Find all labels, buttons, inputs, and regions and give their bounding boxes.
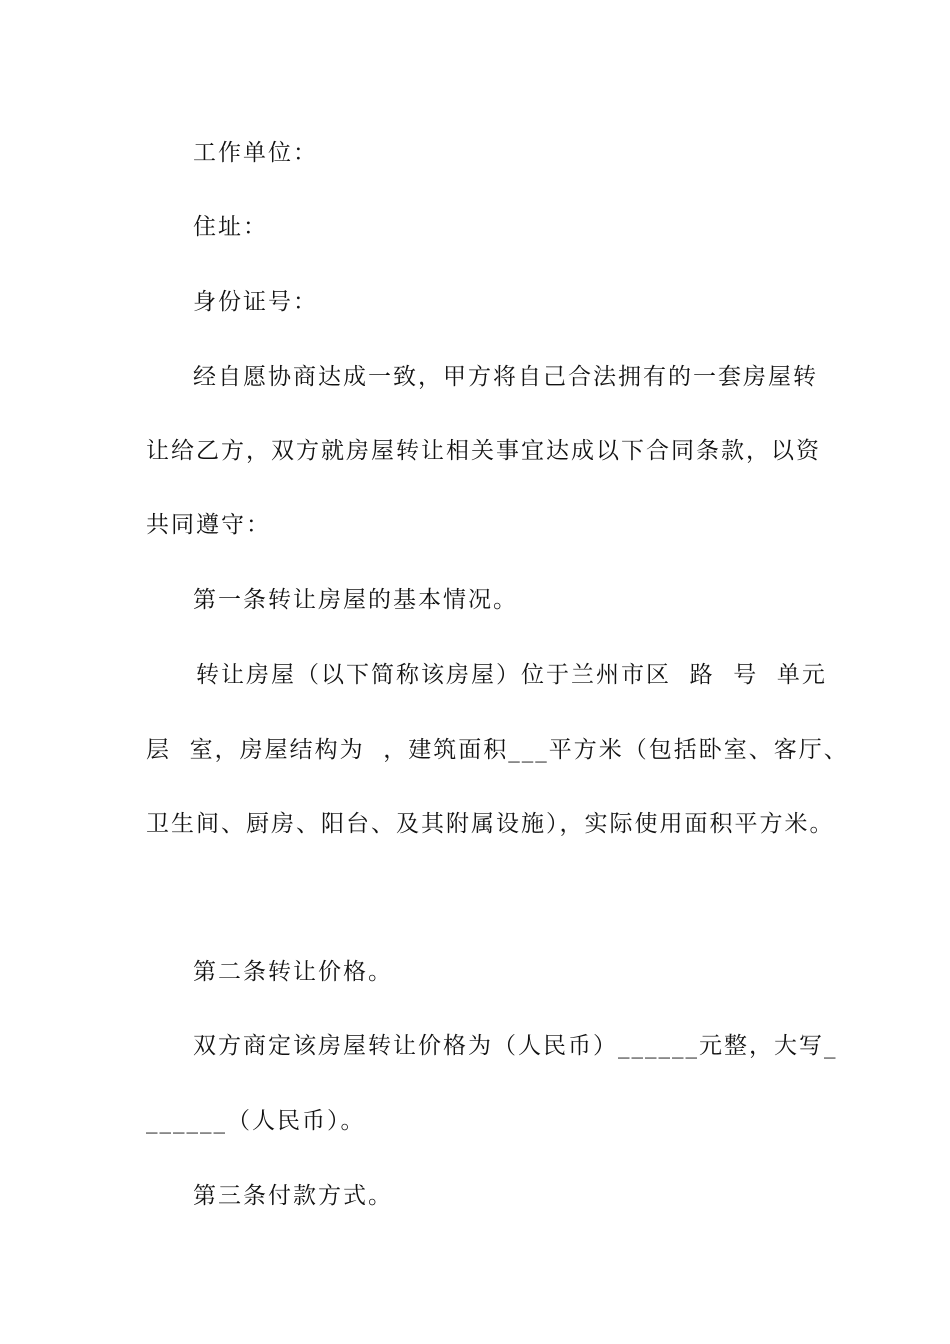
- article-1-heading: 第一条转让房屋的基本情况。: [193, 587, 518, 613]
- agreement-paragraph-line-1: 经自愿协商达成一致，甲方将自己合法拥有的一套房屋转: [193, 364, 818, 390]
- agreement-paragraph-line-2: 让给乙方，双方就房屋转让相关事宜达成以下合同条款，以资: [146, 438, 821, 464]
- article-1-paragraph-line-1: 转让房屋（以下简称该房屋）位于兰州市区 路 号 单元: [196, 662, 827, 688]
- article-2-heading: 第二条转让价格。: [193, 959, 393, 985]
- article-2-paragraph-line-2: ______（人民币）。: [146, 1108, 366, 1134]
- article-1-paragraph-line-2: 层 室，房屋结构为 ，建筑面积___平方米（包括卧室、客厅、: [146, 737, 849, 763]
- id-number-line: 身份证号：: [193, 289, 318, 315]
- agreement-paragraph-line-3: 共同遵守：: [146, 512, 271, 538]
- address-line: 住址：: [193, 214, 268, 240]
- article-2-paragraph-line-1: 双方商定该房屋转让价格为（人民币）______元整，大写_: [193, 1033, 838, 1059]
- article-3-heading: 第三条付款方式。: [193, 1183, 393, 1209]
- article-1-paragraph-line-3: 卫生间、厨房、阳台、及其附属设施），实际使用面积平方米。: [146, 811, 835, 837]
- work-unit-line: 工作单位：: [193, 140, 318, 166]
